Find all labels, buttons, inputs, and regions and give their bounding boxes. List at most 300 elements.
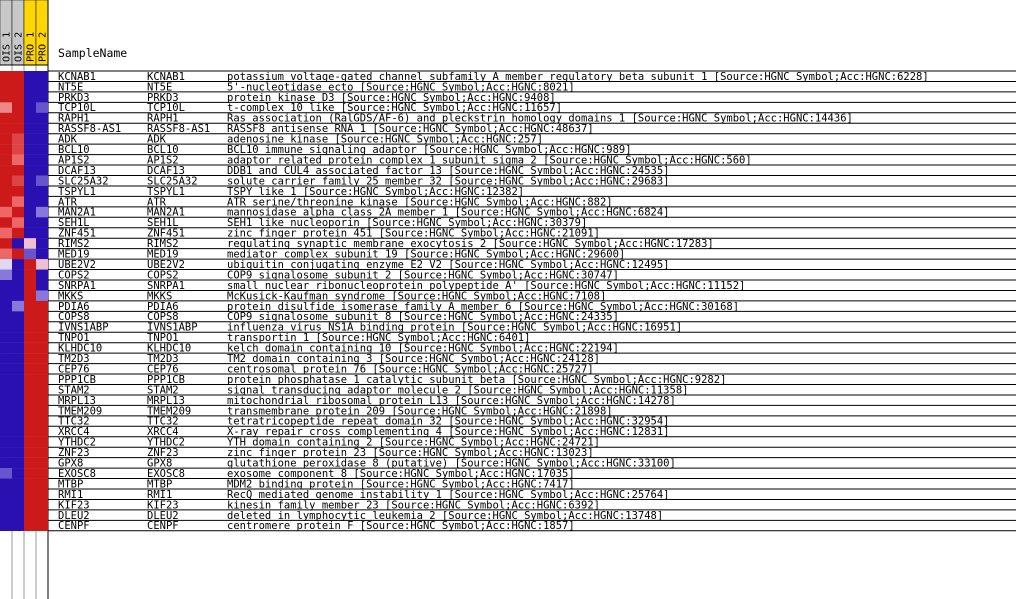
row-description: RecQ mediated genome instability 1 [Source:HGNC Symbol;Acc:HGNC:25764] [227,488,670,501]
heatmap-cell [0,520,12,531]
row-description: BCL10 immune signaling adaptor [Source:HGNC Symbol;Acc:HGNC:989] [227,144,632,156]
heatmap-cell [24,81,36,92]
row-description: centrosomal protein 76 [Source:HGNC Symbol;Acc:HGNC:25727] [227,363,594,376]
row-symbol: EXOSC8 [147,467,185,480]
row-description: TSPY like 1 [Source:HGNC Symbol;Acc:HGNC:12382] [227,185,525,198]
heatmap-cell [12,374,24,385]
heatmap-cell [12,385,24,396]
row-symbol: KIF23 [147,499,179,512]
heatmap-cell [36,447,48,458]
heatmap-cell [36,81,48,92]
heatmap-cell [36,123,48,134]
heatmap-cell [12,102,24,113]
heatmap-cell [36,322,48,333]
row-symbol: RASSF8-AS1 [147,123,211,136]
row-symbol: BCL10 [147,144,179,156]
heatmap-cell [12,468,24,479]
row-description: DDB1 and CUL4 associated factor 13 [Source:HGNC Symbol;Acc:HGNC:24535] [227,164,670,177]
heatmap-cell [36,301,48,312]
row-name: PPP1CB [58,373,96,386]
row-description: COP9 signalosome subunit 2 [Source:HGNC Symbol;Acc:HGNC:30747] [227,269,619,282]
heatmap-cell [0,228,12,239]
row-symbol: GPX8 [147,457,173,470]
heatmap-cell [36,343,48,354]
row-name: AP1S2 [58,154,90,167]
row-name: RMI1 [58,488,84,501]
heatmap-cell [36,510,48,521]
heatmap-cell [36,217,48,228]
row-symbol: KLHDC10 [147,342,192,355]
column-label: PRO_2 [37,31,49,62]
heatmap-cell [24,259,36,270]
row-description: glutathione peroxidase 8 (putative) [Source:HGNC Symbol;Acc:HGNC:33100] [227,457,676,470]
heatmap-cell [24,405,36,416]
heatmap-cell [36,280,48,291]
heatmap-cell [0,332,12,343]
row-description: signal transducing adaptor molecule 2 [Source:HGNC Symbol;Acc:HGNC:11358] [227,384,689,397]
heatmap-cell [24,238,36,249]
heatmap-cell [36,207,48,218]
heatmap-cell [0,437,12,448]
heatmap-cell [12,437,24,448]
heatmap-cell [12,280,24,291]
heatmap-cell [12,332,24,343]
row-name: GPX8 [58,457,84,470]
heatmap-cell [12,364,24,375]
heatmap-cell [36,364,48,375]
row-description: solute carrier family 25 member 32 [Source:HGNC Symbol;Acc:HGNC:29683] [227,175,670,188]
row-description: 5'-nucleotidase ecto [Source:HGNC Symbol;Acc:HGNC:8021] [227,81,575,94]
heatmap-cell [24,228,36,239]
heatmap-cell [12,113,24,124]
row-name: NT5E [58,81,84,94]
heatmap-cell [24,71,36,82]
row-symbol: TM2D3 [147,353,179,365]
heatmap-cell [36,71,48,82]
heatmap-cell [12,322,24,333]
heatmap-cell [12,259,24,270]
heatmap-cell [24,499,36,510]
heatmap-cell [12,207,24,218]
row-description: protein disulfide isomerase family A member 6 [Source:HGNC Symbol;Acc:HGNC:30168] [227,300,740,313]
heatmap-cell [0,374,12,385]
heatmap-cell [0,280,12,291]
heatmap-cell [12,520,24,531]
row-description: adaptor related protein complex 1 subunit sigma 2 [Source:HGNC Symbol;Acc:HGNC:560] [227,154,752,167]
row-description: X-ray repair cross complementing 4 [Source:HGNC Symbol;Acc:HGNC:12831] [227,426,670,439]
heatmap-cell [24,270,36,281]
row-description: mitochondrial ribosomal protein L13 [Source:HGNC Symbol;Acc:HGNC:14278] [227,394,676,407]
row-description: adenosine kinase [Source:HGNC Symbol;Acc:HGNC:257] [227,133,544,146]
heatmap-cell [24,155,36,166]
row-symbol: MRPL13 [147,394,185,407]
heatmap-cell [12,165,24,176]
row-name: ATR [58,196,77,209]
heatmap-cell [36,385,48,396]
row-name: TCP10L [58,102,96,115]
row-name: TSPYL1 [58,185,96,198]
heatmap-cell [24,353,36,364]
row-symbol: YTHDC2 [147,436,185,449]
heatmap-cells [0,71,48,531]
row-symbol: SNRPA1 [147,279,185,292]
heatmap-cell [12,71,24,82]
heatmap-cell [12,510,24,521]
row-name: STAM2 [58,384,90,397]
heatmap-cell [24,468,36,479]
heatmap-cell [0,416,12,427]
row-description: kinesin family member 23 [Source:HGNC Symbol;Acc:HGNC:6392] [227,499,600,512]
heatmap-cell [36,426,48,437]
heatmap-cell [0,71,12,82]
heatmap-cell [12,176,24,187]
row-name: DLEU2 [58,509,90,522]
row-symbol: IVNS1ABP [147,321,198,334]
row-name: TM2D3 [58,353,90,365]
heatmap-cell [0,155,12,166]
heatmap-cell [0,311,12,322]
heatmap-cell [36,395,48,406]
row-symbol: ADK [147,133,166,146]
row-name: KIF23 [58,499,90,512]
row-name: DCAF13 [58,164,96,177]
heatmap-cell [36,176,48,187]
heatmap-cell [24,479,36,490]
heatmap-cell [24,395,36,406]
heatmap-cell [0,207,12,218]
heatmap-cell [12,238,24,249]
heatmap-cell [24,217,36,228]
row-description: RASSF8 antisense RNA 1 [Source:HGNC Symbol;Acc:HGNC:48637] [227,123,594,136]
heatmap-cell [36,186,48,197]
heatmap-cell [0,259,12,270]
row-symbol: CENPF [147,520,179,533]
row-name: COPS2 [58,269,90,282]
heatmap-cell [24,134,36,145]
row-name: MAN2A1 [58,206,96,219]
row-description: influenza virus NS1A binding protein [Source:HGNC Symbol;Acc:HGNC:16951] [227,321,683,334]
heatmap-cell [12,134,24,145]
heatmap-cell [36,92,48,103]
row-name: IVNS1ABP [58,321,109,334]
heatmap-cell [24,290,36,301]
heatmap-cell [24,364,36,375]
heatmap-cell [12,447,24,458]
row-symbol: TTC32 [147,415,179,428]
heatmap-cell [0,426,12,437]
heatmap-cell [24,176,36,187]
heatmap-cell [0,102,12,113]
row-description: t-complex 10 like [Source:HGNC Symbol;Acc:HGNC:11657] [227,102,563,115]
heatmap-cell [12,426,24,437]
heatmap-cell [0,249,12,260]
heatmap-cell [12,270,24,281]
heatmap-cell [24,385,36,396]
row-symbol: STAM2 [147,384,179,397]
row-symbol: MED19 [147,248,179,261]
row-name: RASSF8-AS1 [58,123,122,136]
row-description: centromere protein F [Source:HGNC Symbol;Acc:HGNC:1857] [227,520,575,533]
heatmap-cell [0,144,12,155]
heatmap-cell [0,447,12,458]
heatmap-cell [24,311,36,322]
column-label: OIS_1 [1,31,13,62]
heatmap-cell [36,520,48,531]
row-symbol: MTBP [147,478,173,491]
heatmap-cell [36,249,48,260]
heatmap-cell [0,395,12,406]
row-name: SLC25A32 [58,175,109,188]
heatmap-cell [36,102,48,113]
heatmap-cell [24,144,36,155]
row-description: COP9 signalosome subunit 8 [Source:HGNC Symbol;Acc:HGNC:24335] [227,311,619,324]
row-symbol: DLEU2 [147,509,179,522]
heatmap-cell [24,374,36,385]
heatmap-cell [12,155,24,166]
row-description: deleted in lymphocytic leukemia 2 [Source:HGNC Symbol;Acc:HGNC:13748] [227,509,664,522]
row-name: PRKD3 [58,91,90,104]
heatmap-cell [0,489,12,500]
heatmap-cell [12,489,24,500]
row-description: transmembrane protein 209 [Source:HGNC Symbol;Acc:HGNC:21898] [227,405,613,418]
heatmap-cell [12,405,24,416]
row-name: MTBP [58,478,84,491]
heatmap-cell [12,92,24,103]
heatmap-cell [24,123,36,134]
heatmap-cell [36,458,48,469]
heatmap-cell [36,489,48,500]
row-name: MRPL13 [58,394,96,407]
row-symbol: NT5E [147,81,173,94]
heatmap-cell [0,290,12,301]
heatmap-cell [36,228,48,239]
heatmap-cell [0,92,12,103]
heatmap-cell [12,81,24,92]
heatmap-cell [24,186,36,197]
row-symbol: MKKS [147,290,173,303]
row-name: TTC32 [58,415,90,428]
row-symbol: DCAF13 [147,164,185,177]
heatmap-cell [12,479,24,490]
heatmap-cell [0,196,12,207]
heatmap-cell [0,301,12,312]
heatmap-cell [36,468,48,479]
heatmap-cell [36,437,48,448]
heatmap-cell [24,280,36,291]
heatmap-cell [12,186,24,197]
heatmap-cell [24,301,36,312]
row-name: EXOSC8 [58,467,96,480]
heatmap-cell [36,479,48,490]
heatmap-cell [0,405,12,416]
row-name: PDIA6 [58,300,90,313]
heatmap-cell [0,343,12,354]
heatmap-cell [12,144,24,155]
heatmap-cell [12,458,24,469]
row-name: ADK [58,133,77,146]
row-description: regulating synaptic membrane exocytosis 2 [Source:HGNC Symbol;Acc:HGNC:17283] [227,238,714,251]
row-description: zinc finger protein 451 [Source:HGNC Symbol;Acc:HGNC:21091] [227,227,600,240]
heatmap-cell [0,510,12,521]
row-symbol: RIMS2 [147,238,179,251]
heatmap-cell [24,489,36,500]
heatmap-cell [36,416,48,427]
row-description: TM2 domain containing 3 [Source:HGNC Symbol;Acc:HGNC:24128] [227,353,600,365]
heatmap-cell [0,322,12,333]
row-name: SNRPA1 [58,279,96,292]
heatmap-cell [12,123,24,134]
heatmap-cell [36,196,48,207]
heatmap-cell [12,395,24,406]
column-label: OIS_2 [13,31,25,62]
row-description: MDM2 binding protein [Source:HGNC Symbol;Acc:HGNC:7417] [227,478,575,491]
heatmap-cell [0,270,12,281]
row-description: protein phosphatase 1 catalytic subunit beta [Source:HGNC Symbol;Acc:HGNC:9282] [227,373,727,386]
row-description: potassium voltage-gated channel subfamily A member regulatory beta subunit 1 [Source:HGNC Symbol;Acc:HGNC:6228] [227,70,929,83]
heatmap-cell [36,405,48,416]
row-name: TMEM209 [58,405,103,418]
row-symbol: PDIA6 [147,300,179,313]
row-symbol: ATR [147,196,166,209]
heatmap-cell [36,353,48,364]
row-name: BCL10 [58,144,90,156]
heatmap-cell [24,510,36,521]
heatmap-cell [24,447,36,458]
row-name: MED19 [58,248,90,261]
row-description: exosome component 8 [Source:HGNC Symbol;Acc:HGNC:17035] [227,467,575,480]
row-name: UBE2V2 [58,258,96,271]
heatmap-cell [24,102,36,113]
heatmap-cell [24,332,36,343]
heatmap-cell [12,353,24,364]
heatmap-cell [12,499,24,510]
row-name: TNPO1 [58,332,90,345]
heatmap-cell [24,426,36,437]
heatmap-cell [12,290,24,301]
heatmap-cell [0,238,12,249]
heatmap-cell [0,134,12,145]
row-name: CEP76 [58,363,90,376]
row-name: YTHDC2 [58,436,96,449]
sample-name-header: SampleName [58,46,128,60]
heatmap-cell [36,259,48,270]
heatmap-cell [24,113,36,124]
row-name: KCNAB1 [58,70,96,83]
row-symbol: PPP1CB [147,373,185,386]
row-name: KLHDC10 [58,342,103,355]
row-symbol: MAN2A1 [147,206,185,219]
row-description: ATR serine/threonine kinase [Source:HGNC Symbol;Acc:HGNC:882] [227,196,613,209]
row-description: ubiquitin conjugating enzyme E2 V2 [Source:HGNC Symbol;Acc:HGNC:12495] [227,258,670,271]
heatmap-cell [12,196,24,207]
heatmap-cell [0,499,12,510]
heatmap-cell [0,364,12,375]
row-symbol: ZNF451 [147,227,185,240]
row-symbol: XRCC4 [147,426,179,439]
heatmap-cell [36,165,48,176]
row-symbol: TMEM209 [147,405,192,418]
heatmap-cell [24,322,36,333]
row-name: ZNF23 [58,447,90,460]
row-labels [58,71,929,532]
row-description: kelch domain containing 10 [Source:HGNC Symbol;Acc:HGNC:22194] [227,342,619,355]
heatmap-cell [24,196,36,207]
row-description: zinc finger protein 23 [Source:HGNC Symbol;Acc:HGNC:13023] [227,447,594,460]
heatmap-cell [12,217,24,228]
heatmap-cell [12,228,24,239]
row-symbol: KCNAB1 [147,70,185,83]
heatmap-cell [36,374,48,385]
heatmap-cell [12,343,24,354]
row-symbol: ZNF23 [147,447,179,460]
heatmap-cell [24,437,36,448]
row-name: COPS8 [58,311,90,324]
row-name: MKKS [58,290,84,303]
row-symbol: UBE2V2 [147,258,185,271]
heatmap-cell [12,416,24,427]
heatmap-cell [36,499,48,510]
row-description: YTH domain containing 2 [Source:HGNC Symbol;Acc:HGNC:24721] [227,436,600,449]
heatmap-cell [36,144,48,155]
heatmap-cell [12,249,24,260]
heatmap-cell [0,176,12,187]
heatmap-cell [24,520,36,531]
row-symbol: RAPH1 [147,112,179,125]
row-symbol: PRKD3 [147,91,179,104]
row-name: ZNF451 [58,227,96,240]
heatmap-cell [36,332,48,343]
heatmap-cell [0,186,12,197]
row-symbol: AP1S2 [147,154,179,167]
row-symbol: COPS2 [147,269,179,282]
heatmap-cell [36,134,48,145]
row-name: RIMS2 [58,238,90,251]
row-description: SEH1 like nucleoporin [Source:HGNC Symbol;Acc:HGNC:30379] [227,217,588,230]
heatmap-cell [12,301,24,312]
heatmap-cell [0,458,12,469]
row-name: CENPF [58,520,90,533]
heatmap-cell [0,113,12,124]
heatmap-cell [0,123,12,134]
row-symbol: TNPO1 [147,332,179,345]
heatmap-cell [0,479,12,490]
row-symbol: SLC25A32 [147,175,198,188]
row-name: XRCC4 [58,426,90,439]
heatmap-cell [0,165,12,176]
row-description: Ras association (RalGDS/AF-6) and pleckstrin homology domains 1 [Source:HGNC Symbol;Acc:HGNC:14436] [227,112,853,125]
row-description: McKusick-Kaufman syndrome [Source:HGNC Symbol;Acc:HGNC:7108] [227,290,607,303]
row-description: tetratricopeptide repeat domain 32 [Source:HGNC Symbol;Acc:HGNC:32954] [227,415,670,428]
row-symbol: TSPYL1 [147,185,185,198]
heatmap-cell [36,238,48,249]
row-symbol: CEP76 [147,363,179,376]
heatmap-cell [0,217,12,228]
heatmap-cell [36,290,48,301]
heatmap-cell [36,113,48,124]
row-symbol: COPS8 [147,311,179,324]
row-description: protein kinase D3 [Source:HGNC Symbol;Acc:HGNC:9408] [227,91,556,104]
row-name: SEH1L [58,217,90,230]
row-description: mannosidase alpha class 2A member 1 [Source:HGNC Symbol;Acc:HGNC:6824] [227,206,670,219]
row-description: mediator complex subunit 19 [Source:HGNC Symbol;Acc:HGNC:29600] [227,248,626,261]
heatmap-cell [12,311,24,322]
row-symbol: RMI1 [147,488,173,501]
row-description: small nuclear ribonucleoprotein polypeptide A' [Source:HGNC Symbol;Acc:HGNC:11152] [227,279,746,292]
column-label: PRO_1 [25,31,37,62]
row-symbol: TCP10L [147,102,185,115]
heatmap-cell [0,385,12,396]
heatmap-cell [24,343,36,354]
